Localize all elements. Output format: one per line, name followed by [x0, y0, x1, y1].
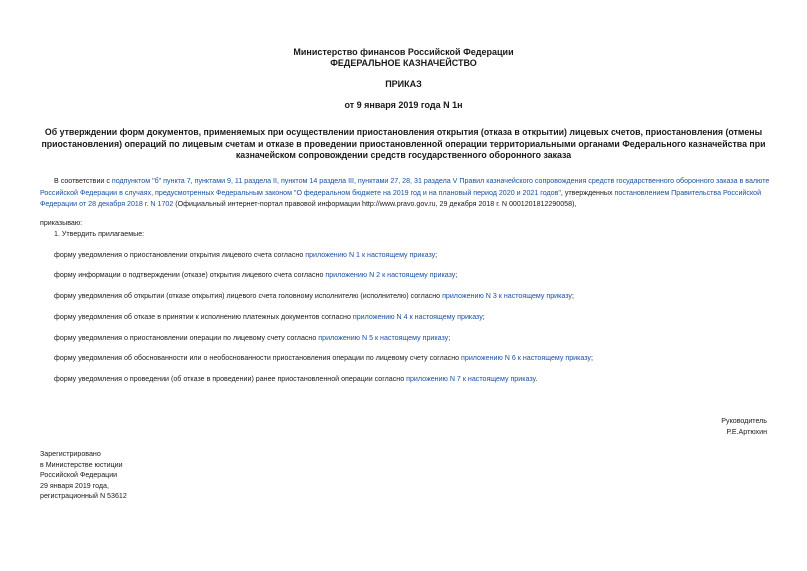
appendix-2-link[interactable]: приложению N 2 к настоящему приказу: [325, 271, 456, 279]
appendix-6-link[interactable]: приложению N 6 к настоящему приказу: [461, 354, 591, 362]
ministry-name: Министерство финансов Российской Федерации: [293, 47, 514, 57]
appendix-4-link[interactable]: приложению N 4 к настоящему приказу: [352, 313, 483, 321]
list-item: форму уведомления о приостановлении операции по лицевому счету согласно приложению N 5 к настоящему приказу;: [54, 334, 451, 342]
list-item: форму уведомления о проведении (об отказе в проведении) ранее приостановленной операции согласно приложению N 7 к настоящему приказу.: [54, 375, 538, 383]
registration-number: регистрационный N 53612: [40, 492, 127, 500]
registration-line: в Министерстве юстиции: [40, 460, 123, 469]
preamble-text: , утвержденных: [560, 188, 615, 197]
order-word: приказываю:: [40, 219, 83, 227]
list-item: форму уведомления о приостановлении открытия лицевого счета согласно приложению N 1 к настоящему приказу;: [54, 251, 438, 259]
signatory-name: Р.Е.Артюхин: [726, 428, 767, 436]
point-1: 1. Утвердить прилагаемые:: [54, 230, 145, 238]
list-item: форму уведомления об обоснованности или о необоснованности приостановления операции по лицевому счету согласно приложению N 6 к настоящему приказу;: [54, 354, 593, 362]
appendix-5-link[interactable]: приложению N 5 к настоящему приказу: [318, 334, 449, 342]
list-item: форму уведомления об отказе в принятии к исполнению платежных документов согласно приложению N 4 к настоящему приказу;: [54, 313, 485, 321]
list-item: форму уведомления об открытии (отказе открытия) лицевого счета головному исполнителю (исполнителю) согласно приложению N 3 к настоящему приказу;: [54, 292, 574, 300]
preamble-text: (Официальный интернет-портал правовой информации http://www.pravo.gov.ru, 29 декабря 2018 г. N 0001201812290058),: [173, 200, 577, 208]
agency-name: ФЕДЕРАЛЬНОЕ КАЗНАЧЕЙСТВО: [330, 58, 477, 68]
registration-line: Российской Федерации: [40, 471, 118, 479]
document-date-number: от 9 января 2019 года N 1н: [344, 100, 463, 110]
preamble-text: В соответствии с: [54, 177, 112, 185]
appendix-1-link[interactable]: приложению N 1 к настоящему приказу: [305, 251, 436, 259]
registration-line: Зарегистрировано: [40, 450, 101, 458]
rules-link[interactable]: подпунктом "б" пункта 7, пунктами 9, 11 раздела II, пунктом 14 раздела III, пунктами 27, 28, 31 раздела V Правил казначейского сопровождения средств государственного оборонного заказа в валюте Российской Федерации в случаях, предусмотренных Федеральным законом "О федеральном бюджете на 2019 год и на плановый период 2020 и 2021 годов": [40, 177, 770, 197]
document-type: ПРИКАЗ: [385, 79, 422, 89]
signatory-role: Руководитель: [721, 417, 767, 425]
appendix-7-link[interactable]: приложению N 7 к настоящему приказу: [406, 375, 536, 383]
government-decree-link[interactable]: постановлением Правительства Российской Федерации от 28 декабря 2018 г. N 1702: [40, 188, 762, 208]
document-title: Об утверждении форм документов, применяемых при осуществлении приостановления открытия (отказа в открытии) лицевых счетов, приостановления (отмены приостановления) операций по лицевым счетам и отказе в проведении приостановленной операции территориальными органами Федерального казначейства при казначейском сопровождении средств государственного оборонного заказа: [41, 127, 766, 160]
registration-line: 29 января 2019 года,: [40, 481, 109, 490]
list-item: форму информации о подтверждении (отказе) открытия лицевого счета согласно приложению N 2 к настоящему приказу;: [54, 271, 458, 279]
preamble-paragraph: [40, 176, 772, 211]
appendix-3-link[interactable]: приложению N 3 к настоящему приказу: [442, 292, 572, 300]
